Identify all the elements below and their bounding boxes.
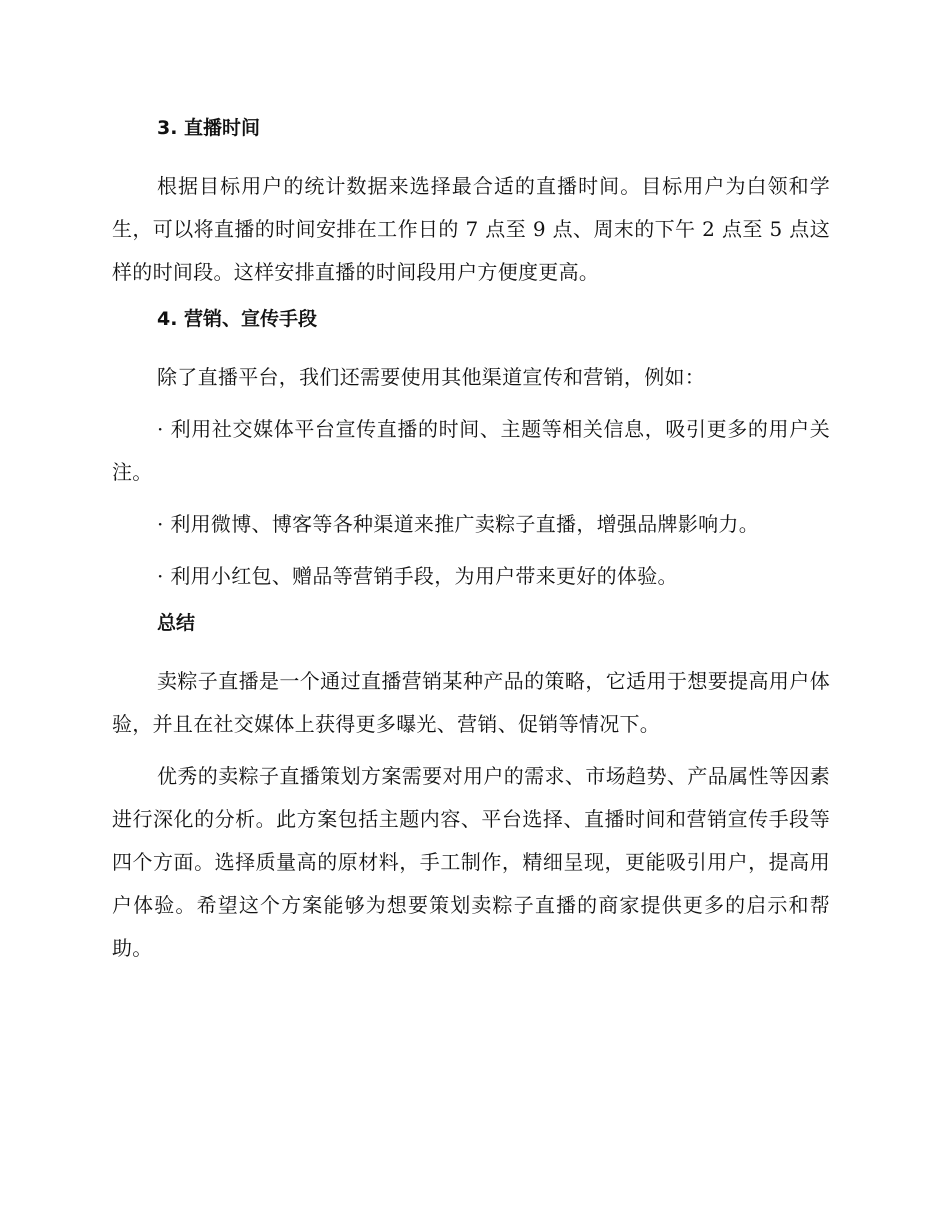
paragraph-broadcast-time: 根据目标用户的统计数据来选择最合适的直播时间。目标用户为白领和学生，可以将直播的时间安排在工作日的 7 点至 9 点、周末的下午 2 点至 5 点这样的时间段。这样安排直播的时间段用户方便度更高。	[112, 174, 830, 284]
bullet-weibo-blog: · 利用微博、博客等各种渠道来推广卖粽子直播，增强品牌影响力。	[157, 512, 760, 536]
paragraph-summary-2: 优秀的卖粽子直播策划方案需要对用户的需求、市场趋势、产品属性等因素进行深化的分析。此方案包括主题内容、平台选择、直播时间和营销宣传手段等四个方面。选择质量高的原材料，手工制作，精细呈现，更能吸引用户，提高用户体验。希望这个方案能够为想要策划卖粽子直播的商家提供更多的启示和帮助。	[112, 764, 830, 960]
document-body	[112, 112, 830, 979]
bullet-social-media: · 利用社交媒体平台宣传直播的时间、主题等相关信息，吸引更多的用户关注。	[112, 417, 830, 484]
section-heading-marketing: 4. 营销、宣传手段	[157, 308, 318, 330]
paragraph-summary-1: 卖粽子直播是一个通过直播营销某种产品的策略，它适用于想要提高用户体验，并且在社交媒体上获得更多曝光、营销、促销等情况下。	[112, 669, 830, 736]
section-heading-broadcast-time: 3. 直播时间	[157, 117, 261, 139]
section-heading-summary: 总结	[157, 612, 196, 634]
bullet-red-packets: · 利用小红包、赠品等营销手段，为用户带来更好的体验。	[157, 564, 678, 588]
paragraph-marketing-intro: 除了直播平台，我们还需要使用其他渠道宣传和营销，例如：	[157, 365, 706, 389]
